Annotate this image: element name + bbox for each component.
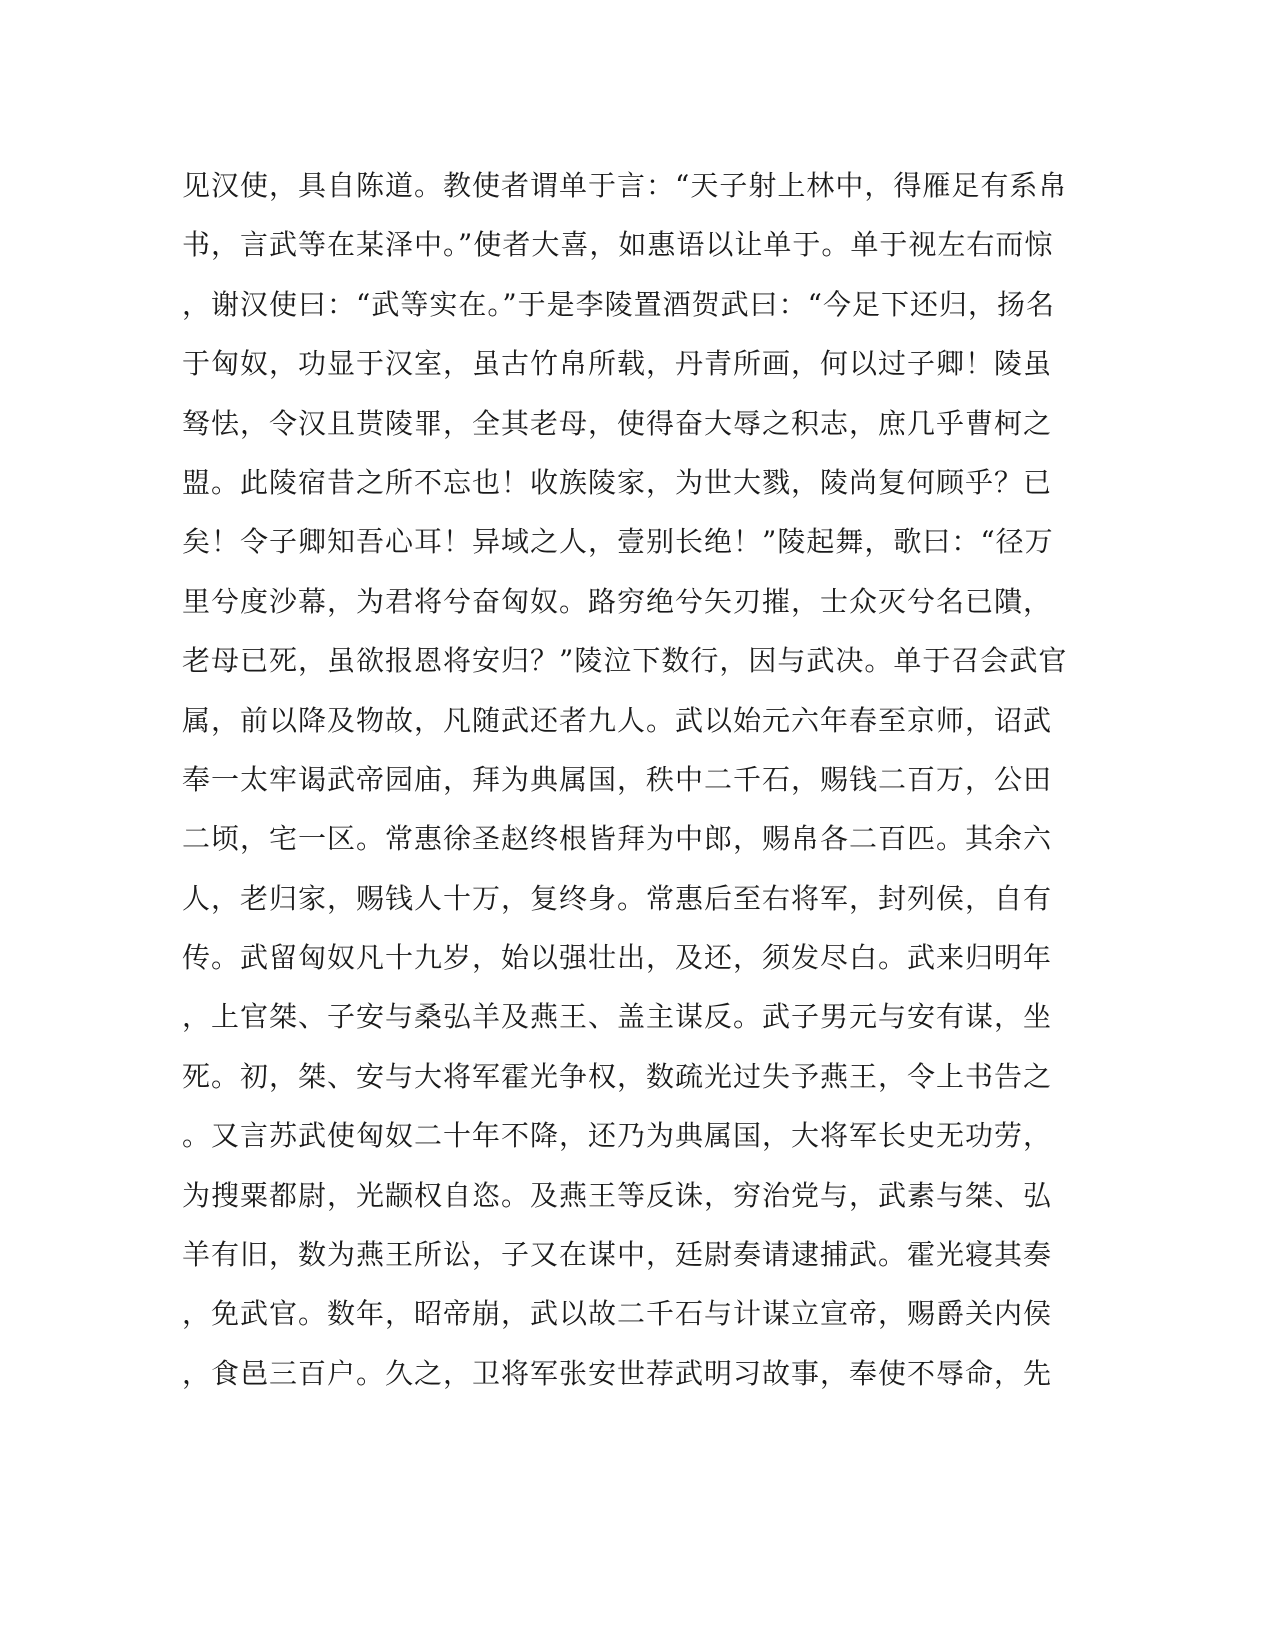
text-line: 驽怯，令汉且贳陵罪，全其老母，使得奋大辱之积志，庶几乎曹柯之 (182, 406, 1053, 440)
text-line: 奉一太牢谒武帝园庙，拜为典属国，秩中二千石，赐钱二百万，公田 (182, 762, 1053, 796)
text-line: 于匈奴，功显于汉室，虽古竹帛所载，丹青所画，何以过子卿！陵虽 (182, 347, 1053, 381)
text-line: 里兮度沙幕，为君将兮奋匈奴。路穷绝兮矢刃摧，士众灭兮名已隤， (182, 584, 1053, 618)
text-line: 。又言苏武使匈奴二十年不降，还乃为典属国，大将军长史无功劳， (182, 1119, 1053, 1153)
text-line: 书，言武等在某泽中。”使者大喜，如惠语以让单于。单于视左右而惊 (182, 228, 1054, 262)
body-text (182, 156, 1068, 1403)
text-line: 二顷，宅一区。常惠徐圣赵终根皆拜为中郎，赐帛各二百匹。其余六 (182, 822, 1053, 856)
text-line: 为搜粟都尉，光颛权自恣。及燕王等反诛，穷治党与，武素与桀、弘 (182, 1178, 1053, 1212)
text-line: 人，老归家，赐钱人十万，复终身。常惠后至右将军，封列侯，自有 (182, 881, 1053, 915)
text-line: ，上官桀、子安与桑弘羊及燕王、盖主谋反。武子男元与安有谋，坐 (182, 1000, 1053, 1034)
text-line: 羊有旧，数为燕王所讼，子又在谋中，廷尉奏请逮捕武。霍光寝其奏 (182, 1238, 1053, 1272)
text-line: 矣！令子卿知吾心耳！异域之人，壹别长绝！”陵起舞，歌曰：“径万 (182, 525, 1054, 559)
text-line: ，食邑三百户。久之，卫将军张安世荐武明习故事，奉使不辱命，先 (182, 1356, 1053, 1390)
text-line: 属，前以降及物故，凡随武还者九人。武以始元六年春至京师，诏武 (182, 703, 1053, 737)
text-line: 传。武留匈奴凡十九岁，始以强壮出，及还，须发尽白。武来归明年 (182, 941, 1053, 975)
text-line: 盟。此陵宿昔之所不忘也！收族陵家，为世大戮，陵尚复何顾乎？已 (182, 465, 1053, 499)
text-line: 死。初，桀、安与大将军霍光争权，数疏光过失予燕王，令上书告之 (182, 1059, 1053, 1093)
text-line: ，谢汉使曰：“武等实在。”于是李陵置酒贺武曰：“今足下还归，扬名 (182, 287, 1055, 321)
text-line: 老母已死，虽欲报恩将安归？”陵泣下数行，因与武决。单于召会武官 (182, 644, 1068, 678)
text-line: ，免武官。数年，昭帝崩，武以故二千石与计谋立宣帝，赐爵关内侯 (182, 1297, 1053, 1331)
text-line: 见汉使，具自陈道。教使者谓单于言：“天子射上林中，得雁足有系帛 (182, 169, 1068, 202)
